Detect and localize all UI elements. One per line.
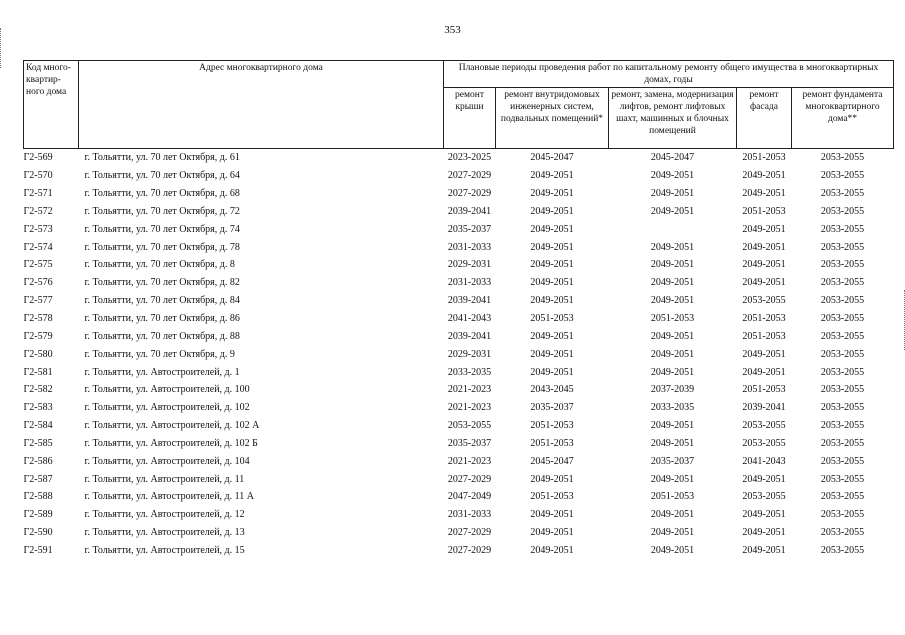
row-code: Г2-587 [23, 473, 53, 485]
header-planned-periods: Плановые периоды проведения работ по капитальному ремонту общего имущества в многоквартирных домах, годы [444, 61, 894, 88]
row-roof-period: 2035-2037 [447, 223, 492, 235]
table-row [24, 292, 894, 310]
row-address: г. Тольятти, ул. Автостроителей, д. 100 [84, 384, 250, 396]
row-lifts-period: 2049-2051 [650, 188, 695, 200]
row-address: г. Тольятти, ул. Автостроителей, д. 102 А [84, 420, 260, 432]
row-code: Г2-578 [23, 313, 53, 325]
row-code: Г2-571 [23, 188, 53, 200]
row-address: г. Тольятти, ул. 70 лет Октября, д. 82 [84, 277, 240, 289]
row-address: г. Тольятти, ул. Автостроителей, д. 102 [84, 402, 250, 414]
row-foundation-period: 2053-2055 [820, 473, 865, 485]
row-systems-period: 2049-2051 [530, 241, 574, 253]
row-roof-period: 2021-2023 [447, 384, 492, 396]
row-address: г. Тольятти, ул. 70 лет Октября, д. 64 [84, 170, 240, 182]
row-address: г. Тольятти, ул. 70 лет Октября, д. 74 [84, 223, 240, 235]
row-facade-period: 2049-2051 [742, 366, 786, 378]
row-roof-period: 2031-2033 [447, 241, 492, 253]
row-systems-period: 2049-2051 [530, 259, 574, 271]
row-facade-period: 2049-2051 [742, 509, 786, 521]
row-systems-period: 2049-2051 [530, 473, 574, 485]
row-systems-period: 2049-2051 [530, 348, 574, 360]
row-roof-period: 2053-2055 [447, 420, 492, 432]
table-body [24, 149, 894, 560]
row-code: Г2-577 [23, 295, 53, 307]
row-address: г. Тольятти, ул. Автостроителей, д. 102 Б [84, 437, 258, 449]
row-code: Г2-591 [23, 544, 53, 556]
table-row [24, 524, 894, 542]
table-row [24, 274, 894, 292]
row-facade-period: 2049-2051 [742, 473, 786, 485]
row-roof-period: 2047-2049 [447, 491, 492, 503]
row-foundation-period: 2053-2055 [820, 402, 865, 414]
row-foundation-period: 2053-2055 [820, 509, 865, 521]
row-foundation-period: 2053-2055 [820, 348, 865, 360]
row-systems-period: 2049-2051 [530, 170, 574, 182]
row-code: Г2-573 [23, 223, 53, 235]
row-foundation-period: 2053-2055 [820, 259, 865, 271]
table-row [24, 238, 894, 256]
row-facade-period: 2053-2055 [742, 295, 786, 307]
table-row [24, 452, 894, 470]
header-roof: ремонт крыши [444, 88, 496, 149]
row-facade-period: 2051-2053 [742, 384, 786, 396]
row-systems-period: 2051-2053 [530, 420, 574, 432]
row-systems-period: 2051-2053 [530, 437, 574, 449]
row-address: г. Тольятти, ул. 70 лет Октября, д. 88 [84, 330, 240, 342]
table-row [24, 345, 894, 363]
row-lifts-period: 2049-2051 [650, 241, 695, 253]
row-roof-period: 2027-2029 [447, 188, 492, 200]
row-lifts-period: 2049-2051 [650, 509, 695, 521]
row-systems-period: 2049-2051 [530, 295, 574, 307]
row-roof-period: 2021-2023 [447, 455, 492, 467]
scan-edge-mark [901, 290, 905, 350]
row-foundation-period: 2053-2055 [820, 313, 865, 325]
row-lifts-period [609, 220, 737, 238]
row-lifts-period: 2049-2051 [650, 330, 695, 342]
row-foundation-period: 2053-2055 [820, 205, 865, 217]
header-lifts: ремонт, замена, модернизация лифтов, ремонт лифтовых шахт, машинных и блочных помещений [609, 88, 737, 149]
row-code: Г2-574 [23, 241, 53, 253]
row-facade-period: 2049-2051 [742, 188, 786, 200]
row-foundation-period: 2053-2055 [820, 527, 865, 539]
row-systems-period: 2043-2045 [530, 384, 574, 396]
table-row [24, 363, 894, 381]
row-code: Г2-583 [23, 402, 53, 414]
row-roof-period: 2029-2031 [447, 348, 492, 360]
row-systems-period: 2045-2047 [530, 152, 574, 164]
row-systems-period: 2049-2051 [530, 330, 574, 342]
row-address: г. Тольятти, ул. Автостроителей, д. 13 [84, 527, 245, 539]
row-lifts-period: 2049-2051 [650, 437, 695, 449]
row-systems-period: 2049-2051 [530, 205, 574, 217]
row-lifts-period: 2037-2039 [650, 384, 695, 396]
header-code: Код много-квартир-ного дома [24, 61, 79, 149]
row-lifts-period: 2049-2051 [650, 295, 695, 307]
row-foundation-period: 2053-2055 [820, 277, 865, 289]
table-row [24, 488, 894, 506]
row-foundation-period: 2053-2055 [820, 152, 865, 164]
row-code: Г2-588 [23, 491, 53, 503]
row-systems-period: 2049-2051 [530, 277, 574, 289]
table-row [24, 149, 894, 167]
row-code: Г2-580 [23, 348, 53, 360]
row-facade-period: 2053-2055 [742, 437, 786, 449]
row-lifts-period: 2049-2051 [650, 527, 695, 539]
row-address: г. Тольятти, ул. 70 лет Октября, д. 68 [84, 188, 240, 200]
row-systems-period: 2045-2047 [530, 455, 574, 467]
row-lifts-period: 2049-2051 [650, 170, 695, 182]
table-row [24, 435, 894, 453]
row-address: г. Тольятти, ул. 70 лет Октября, д. 61 [84, 152, 240, 164]
row-address: г. Тольятти, ул. Автостроителей, д. 11 А [84, 491, 254, 503]
table-row [24, 167, 894, 185]
row-address: г. Тольятти, ул. 70 лет Октября, д. 86 [84, 313, 240, 325]
row-roof-period: 2039-2041 [447, 330, 492, 342]
row-roof-period: 2039-2041 [447, 295, 492, 307]
header-row-group [24, 61, 894, 88]
row-facade-period: 2051-2053 [742, 152, 786, 164]
row-foundation-period: 2053-2055 [820, 241, 865, 253]
row-foundation-period: 2053-2055 [820, 437, 865, 449]
row-facade-period: 2053-2055 [742, 491, 786, 503]
header-systems: ремонт внутридомовых инженерных систем, подвальных помещений* [496, 88, 609, 149]
row-foundation-period: 2053-2055 [820, 188, 865, 200]
row-address: г. Тольятти, ул. Автостроителей, д. 104 [84, 455, 250, 467]
row-facade-period: 2049-2051 [742, 277, 786, 289]
row-lifts-period: 2049-2051 [650, 277, 695, 289]
row-address: г. Тольятти, ул. Автостроителей, д. 15 [84, 544, 245, 556]
row-roof-period: 2041-2043 [447, 313, 492, 325]
row-foundation-period: 2053-2055 [820, 366, 865, 378]
row-lifts-period: 2045-2047 [650, 152, 695, 164]
row-facade-period: 2039-2041 [742, 402, 786, 414]
table-row [24, 185, 894, 203]
table-row [24, 506, 894, 524]
row-foundation-period: 2053-2055 [820, 491, 865, 503]
row-facade-period: 2049-2051 [742, 544, 786, 556]
repair-schedule-table [23, 60, 894, 559]
row-foundation-period: 2053-2055 [820, 295, 865, 307]
table-row [24, 220, 894, 238]
row-lifts-period: 2049-2051 [650, 348, 695, 360]
row-systems-period: 2049-2051 [530, 223, 574, 235]
row-facade-period: 2049-2051 [742, 223, 786, 235]
row-foundation-period: 2053-2055 [820, 170, 865, 182]
row-foundation-period: 2053-2055 [820, 420, 865, 432]
row-roof-period: 2031-2033 [447, 277, 492, 289]
header-facade: ремонт фасада [737, 88, 792, 149]
header-foundation: ремонт фундамента многоквартирного дома** [792, 88, 894, 149]
row-systems-period: 2051-2053 [530, 491, 574, 503]
header-address: Адрес многоквартирного дома [79, 61, 444, 149]
row-address: г. Тольятти, ул. 70 лет Октября, д. 8 [84, 259, 235, 271]
row-facade-period: 2049-2051 [742, 527, 786, 539]
table-row [24, 417, 894, 435]
row-roof-period: 2033-2035 [447, 366, 492, 378]
row-facade-period: 2049-2051 [742, 348, 786, 360]
row-code: Г2-584 [23, 420, 53, 432]
table-row [24, 310, 894, 328]
row-systems-period: 2051-2053 [530, 313, 574, 325]
row-facade-period: 2053-2055 [742, 420, 786, 432]
row-lifts-period: 2051-2053 [650, 491, 695, 503]
page-number: 353 [444, 24, 461, 36]
table-row [24, 399, 894, 417]
row-code: Г2-570 [23, 170, 53, 182]
row-lifts-period: 2049-2051 [650, 366, 695, 378]
row-code: Г2-569 [23, 152, 53, 164]
row-address: г. Тольятти, ул. 70 лет Октября, д. 78 [84, 241, 240, 253]
row-roof-period: 2027-2029 [447, 527, 492, 539]
row-lifts-period: 2049-2051 [650, 544, 695, 556]
row-systems-period: 2049-2051 [530, 188, 574, 200]
row-code: Г2-590 [23, 527, 53, 539]
row-roof-period: 2027-2029 [447, 473, 492, 485]
row-code: Г2-579 [23, 330, 53, 342]
table-row [24, 327, 894, 345]
row-address: г. Тольятти, ул. 70 лет Октября, д. 9 [84, 348, 235, 360]
row-foundation-period: 2053-2055 [820, 330, 865, 342]
row-roof-period: 2021-2023 [447, 402, 492, 414]
row-roof-period: 2023-2025 [447, 152, 492, 164]
row-lifts-period: 2049-2051 [650, 473, 695, 485]
row-lifts-period: 2033-2035 [650, 402, 695, 414]
table-row [24, 381, 894, 399]
row-facade-period: 2051-2053 [742, 205, 786, 217]
row-facade-period: 2049-2051 [742, 241, 786, 253]
row-systems-period: 2035-2037 [530, 402, 574, 414]
row-foundation-period: 2053-2055 [820, 223, 865, 235]
row-roof-period: 2035-2037 [447, 437, 492, 449]
row-code: Г2-576 [23, 277, 53, 289]
row-systems-period: 2049-2051 [530, 509, 574, 521]
row-code: Г2-575 [23, 259, 53, 271]
table-row [24, 542, 894, 560]
row-systems-period: 2049-2051 [530, 366, 574, 378]
row-foundation-period: 2053-2055 [820, 384, 865, 396]
row-lifts-period: 2049-2051 [650, 205, 695, 217]
table-row [24, 203, 894, 221]
row-systems-period: 2049-2051 [530, 544, 574, 556]
row-code: Г2-581 [23, 366, 53, 378]
row-lifts-period: 2035-2037 [650, 455, 695, 467]
row-facade-period: 2041-2043 [742, 455, 786, 467]
table-row [24, 470, 894, 488]
row-roof-period: 2031-2033 [447, 509, 492, 521]
row-foundation-period: 2053-2055 [820, 455, 865, 467]
row-code: Г2-586 [23, 455, 53, 467]
row-lifts-period: 2051-2053 [650, 313, 695, 325]
row-address: г. Тольятти, ул. 70 лет Октября, д. 84 [84, 295, 240, 307]
row-roof-period: 2039-2041 [447, 205, 492, 217]
row-roof-period: 2029-2031 [447, 259, 492, 271]
row-address: г. Тольятти, ул. Автостроителей, д. 11 [84, 473, 245, 485]
row-code: Г2-572 [23, 205, 53, 217]
row-roof-period: 2027-2029 [447, 544, 492, 556]
row-facade-period: 2049-2051 [742, 259, 786, 271]
row-facade-period: 2051-2053 [742, 330, 786, 342]
row-facade-period: 2051-2053 [742, 313, 786, 325]
row-code: Г2-585 [23, 437, 53, 449]
row-foundation-period: 2053-2055 [820, 544, 865, 556]
row-facade-period: 2049-2051 [742, 170, 786, 182]
repair-schedule-table-container [23, 60, 893, 559]
row-code: Г2-589 [23, 509, 53, 521]
row-address: г. Тольятти, ул. Автостроителей, д. 12 [84, 509, 245, 521]
row-roof-period: 2027-2029 [447, 170, 492, 182]
row-address: г. Тольятти, ул. Автостроителей, д. 1 [84, 366, 240, 378]
table-row [24, 256, 894, 274]
row-code: Г2-582 [23, 384, 53, 396]
row-systems-period: 2049-2051 [530, 527, 574, 539]
row-lifts-period: 2049-2051 [650, 259, 695, 271]
row-lifts-period: 2049-2051 [650, 420, 695, 432]
row-address: г. Тольятти, ул. 70 лет Октября, д. 72 [84, 205, 240, 217]
